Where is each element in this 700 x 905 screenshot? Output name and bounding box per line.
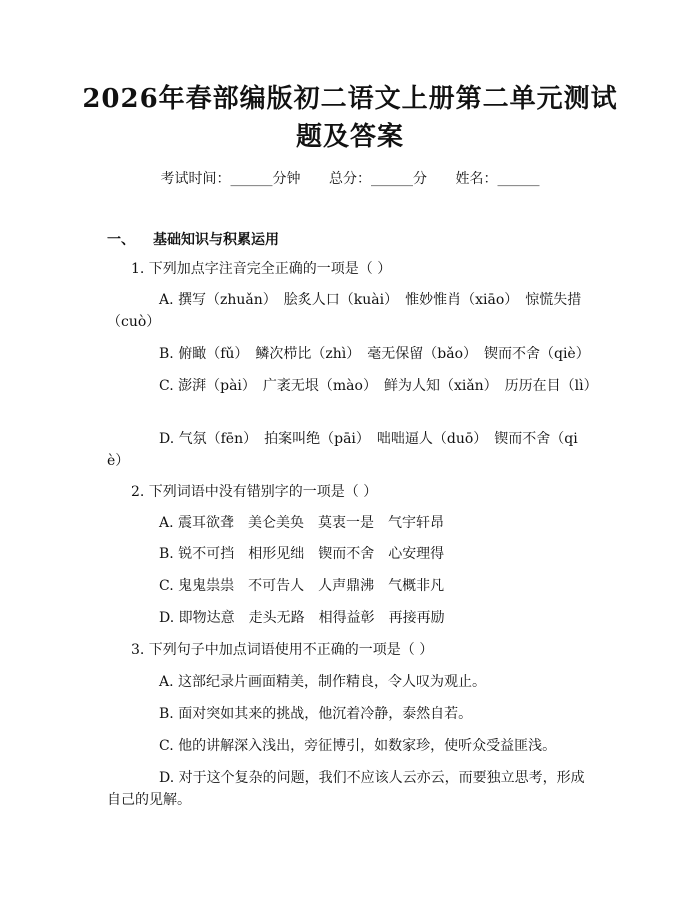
- question-1-option-b: [107, 343, 593, 365]
- document-title: 2026年春部编版初二语文上册第二单元测试题及答案: [82, 84, 618, 152]
- section-number: 一、: [107, 232, 135, 248]
- question-2-option-b: [107, 543, 593, 565]
- question-stem: 3. 下列句子中加点词语使用不正确的一项是（ ）: [131, 642, 434, 658]
- student-name: 姓名：______: [455, 171, 540, 187]
- question-3-option-d: [107, 767, 593, 811]
- option-text: A. 撰写（zhuǎn） 脍炙人口（kuài） 惟妙惟肖（xiāo） 惊慌失措（cuò）: [107, 292, 582, 330]
- option-text: C. 鬼鬼祟祟 不可告人 人声鼎沸 气概非凡: [159, 578, 445, 594]
- question-2-option-c: [107, 575, 593, 597]
- option-text: D. 即物达意 走头无路 相得益彰 再接再励: [159, 610, 445, 626]
- question-1-option-c: [107, 375, 598, 397]
- option-text: D. 对于这个复杂的问题，我们不应该人云亦云，而要独立思考，形成自己的见解。: [107, 770, 585, 808]
- question-3: [107, 639, 593, 661]
- section-heading: [107, 229, 279, 249]
- question-3-option-b: [107, 703, 593, 725]
- option-text: A. 震耳欲聋 美仑美奂 莫衷一是 气宇轩昂: [159, 515, 445, 531]
- question-stem: 1. 下列加点字注音完全正确的一项是（ ）: [131, 261, 392, 277]
- question-1: [107, 258, 593, 280]
- exam-time: 考试时间：______分钟: [160, 171, 301, 187]
- option-text: C. 澎湃（pài） 广袤无垠（mào） 鲜为人知（xiǎn） 历历在目（lì）: [159, 378, 598, 394]
- question-2: [107, 481, 593, 503]
- option-text: D. 气氛（fēn） 拍案叫绝（pāi） 咄咄逼人（duō） 锲而不舍（qiè）: [107, 431, 578, 469]
- question-2-option-d: [107, 607, 593, 629]
- option-text: B. 锐不可挡 相形见绌 锲而不舍 心安理得: [159, 546, 445, 562]
- question-3-option-a: [107, 671, 593, 693]
- question-2-option-a: [107, 512, 593, 534]
- section-title: 基础知识与积累运用: [153, 232, 279, 248]
- exam-info-line: [0, 168, 700, 188]
- question-1-option-a: [107, 289, 593, 333]
- option-text: B. 俯瞰（fǔ） 鳞次栉比（zhì） 毫无保留（bǎo） 锲而不舍（qiè）: [159, 346, 590, 362]
- exam-score: 总分：______分: [329, 171, 427, 187]
- option-text: C. 他的讲解深入浅出，旁征博引，如数家珍，使听众受益匪浅。: [159, 738, 557, 754]
- option-text: A. 这部纪录片画面精美，制作精良，令人叹为观止。: [159, 674, 487, 690]
- option-text: B. 面对突如其来的挑战，他沉着冷静，泰然自若。: [159, 706, 473, 722]
- question-3-option-c: [107, 735, 593, 757]
- question-1-option-d: [107, 428, 593, 472]
- question-stem: 2. 下列词语中没有错别字的一项是（ ）: [131, 484, 378, 500]
